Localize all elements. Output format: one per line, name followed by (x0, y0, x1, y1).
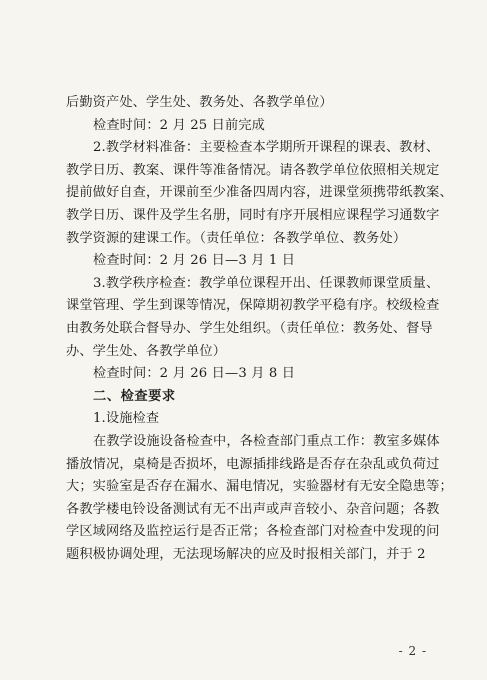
text-line: 提前做好自查，开课前至少准备四周内容，进课堂须携带纸教案、 (66, 185, 453, 201)
text-line: 检查时间：2 月 26 日—3 月 8 日 (93, 366, 296, 382)
text-line: 题积极协调处理，无法现场解决的应及时报相关部门，并于 2 (66, 546, 426, 562)
text-line: 检查时间：2 月 26 日—3 月 1 日 (93, 253, 296, 269)
text-line: 由教务处联合督导办、学生处组织。（责任单位：教务处、督导 (66, 320, 433, 336)
text-line: 教学日历、教案、课件等准备情况。请各教学单位依照相关规定 (66, 162, 440, 178)
text-line: 课堂管理、学生到课等情况，保障期初教学平稳有序。校级检查 (66, 298, 440, 314)
text-line: 办、学生处、各教学单位） (66, 343, 227, 359)
text-line: 播放情况，桌椅是否损坏，电源插排线路是否存在杂乱或负荷过 (66, 456, 440, 472)
document-body (66, 92, 453, 566)
text-line: 2.教学材料准备：主要检查本学期所开课程的课表、教材、 (93, 140, 440, 156)
text-line: 在教学设施设备检查中，各检查部门重点工作：教室多媒体 (93, 433, 440, 449)
text-line: 各教学楼电铃设备测试有无不出声或声音较小、杂音问题；各教 (66, 501, 440, 517)
text-line: 教学资源的建课工作。（责任单位：各教学单位、教务处） (66, 230, 407, 246)
page-number: - 2 - (398, 644, 427, 658)
text-line: 学区域网络及监控运行是否正常；各检查部门对检查中发现的问 (66, 524, 440, 540)
text-line: 教学日历、课件及学生名册，同时有序开展相应课程学习通数字 (66, 207, 440, 223)
text-line: 检查时间：2 月 25 日前完成 (93, 117, 266, 133)
text-line: 大；实验室是否存在漏水、漏电情况，实验器材有无安全隐患等； (66, 479, 453, 495)
text-line: 1.设施检查 (93, 411, 160, 427)
text-line: 后勤资产处、学生处、教务处、各教学单位） (66, 95, 333, 110)
text-line: 3.教学秩序检查：教学单位课程开出、任课教师课堂质量、 (93, 275, 440, 291)
section-heading: 二、检查要求 (93, 388, 176, 404)
